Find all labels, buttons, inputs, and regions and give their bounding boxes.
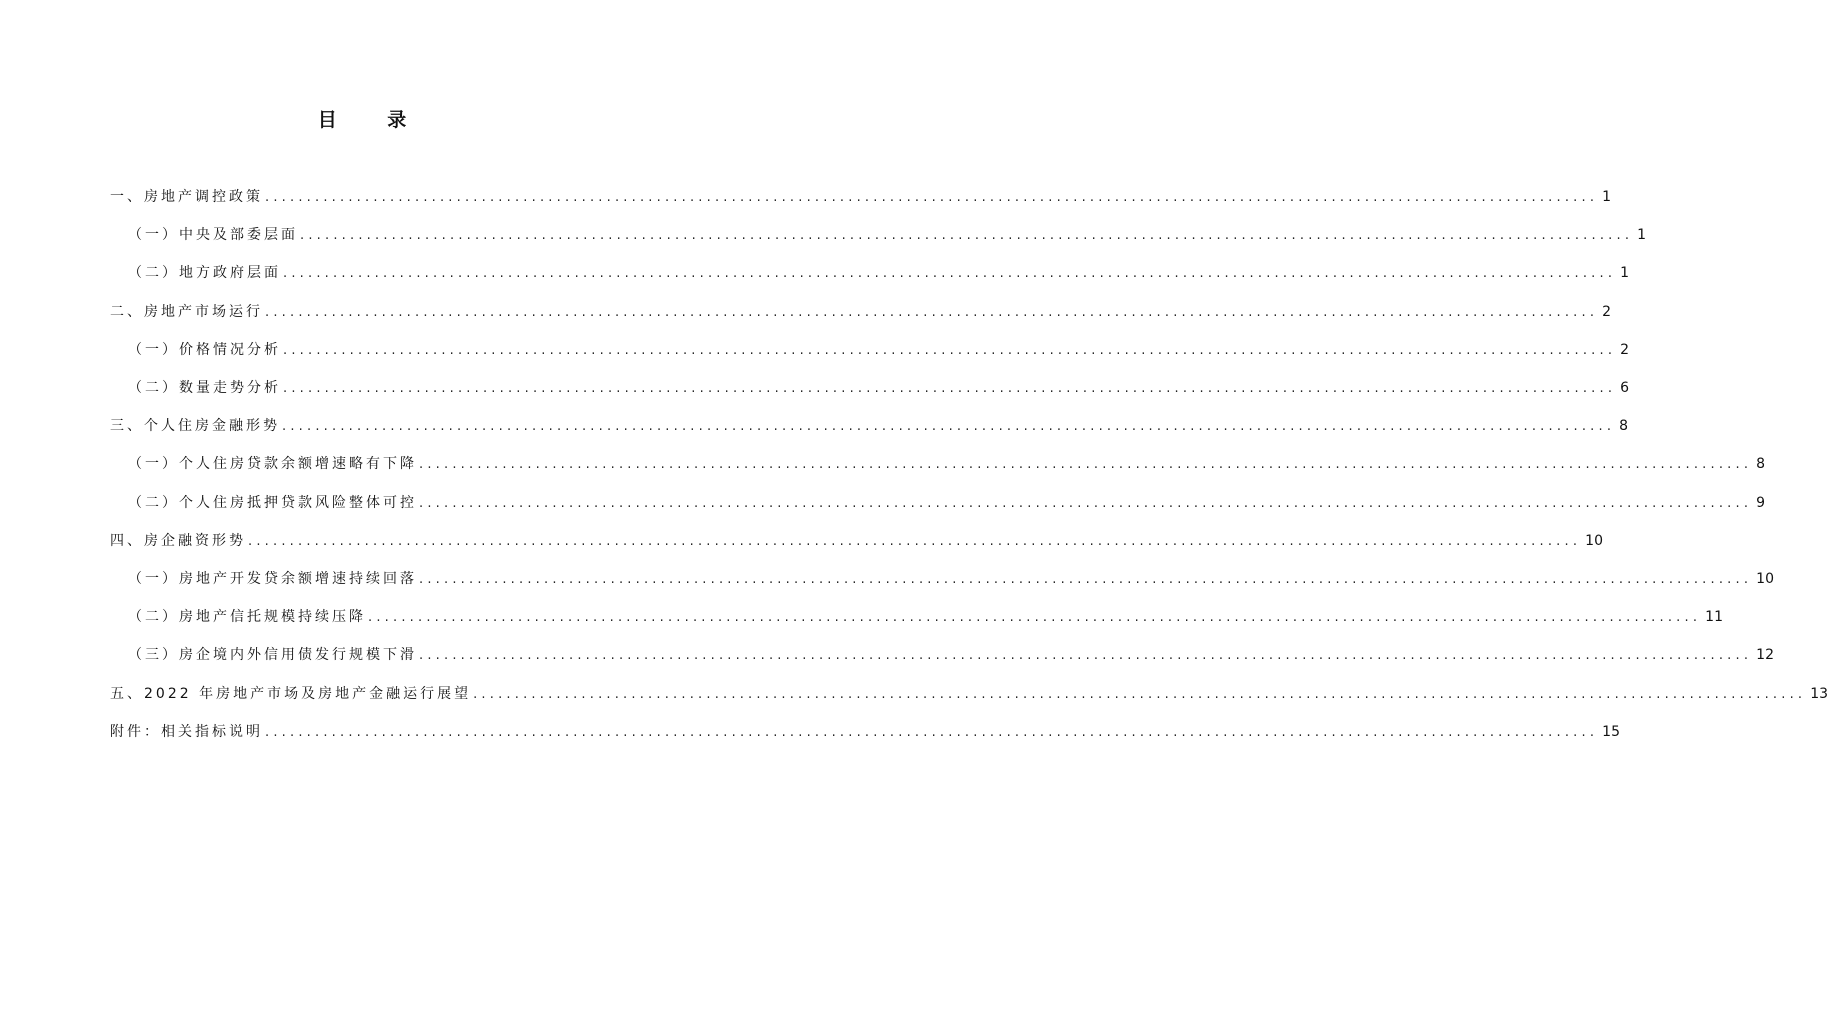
toc-entry-label: （二）地方政府层面 xyxy=(128,265,281,282)
toc-page-number: 6 xyxy=(1620,380,1630,396)
toc-entry-label: （一）中央及部委层面 xyxy=(128,227,298,244)
toc-dot-leader: ................................................................................................................................................................ xyxy=(419,648,1753,664)
toc-page-number: 10 xyxy=(1585,532,1603,549)
toc-page-number: 15 xyxy=(1602,723,1620,740)
toc-dot-leader: ................................................................................................................................................................ xyxy=(419,495,1753,511)
toc-entry-label: （一）房地产开发贷余额增速持续回落 xyxy=(128,571,417,587)
toc-page-number: 1 xyxy=(1602,189,1612,205)
toc-dot-leader: ................................................................................................................................................................ xyxy=(368,610,1702,626)
toc-entry-label: （二）个人住房抵押贷款风险整体可控 xyxy=(128,494,417,511)
toc-entry-label: （一）个人住房贷款余额增速略有下降 xyxy=(128,456,417,473)
toc-entry-label: （三）房企境内外信用债发行规模下滑 xyxy=(128,647,417,664)
toc-page-number: 2 xyxy=(1620,341,1630,358)
toc-entry[interactable] xyxy=(128,568,1774,590)
toc-page-number: 10 xyxy=(1756,571,1774,587)
toc-dot-leader: ................................................................................................................................................................ xyxy=(283,266,1617,282)
toc-entry-label: （二）房地产信托规模持续压降 xyxy=(128,609,366,626)
toc-entry[interactable] xyxy=(110,721,1620,743)
toc-entry-label: 二、房地产市场运行 xyxy=(110,303,263,320)
toc-entry[interactable] xyxy=(128,224,1647,246)
toc-entry[interactable] xyxy=(110,530,1603,552)
toc-page-number: 12 xyxy=(1756,647,1774,664)
toc-title: 目 录 xyxy=(317,109,429,131)
toc-entry[interactable] xyxy=(128,262,1630,284)
toc-entry[interactable] xyxy=(110,301,1612,323)
toc-entry[interactable] xyxy=(110,186,1612,208)
toc-page-number: 1 xyxy=(1637,227,1647,244)
toc-entry-label: （一）价格情况分析 xyxy=(128,341,281,358)
toc-page-number: 1 xyxy=(1620,265,1630,282)
toc-entry[interactable] xyxy=(110,415,1629,437)
toc-dot-leader: ................................................................................................................................................................ xyxy=(265,724,1599,740)
toc-dot-leader: ................................................................................................................................................................ xyxy=(283,342,1617,358)
toc-dot-leader: ................................................................................................................................................................ xyxy=(248,533,1582,549)
toc-dot-leader: ................................................................................................................................................................ xyxy=(283,381,1617,396)
toc-page-number: 9 xyxy=(1756,494,1766,511)
toc-entry[interactable] xyxy=(128,453,1766,475)
toc-entry[interactable] xyxy=(110,683,1828,705)
toc-entry[interactable] xyxy=(128,377,1630,399)
toc-page-number: 2 xyxy=(1602,303,1612,320)
toc-entry[interactable] xyxy=(128,492,1766,514)
toc-page-number: 11 xyxy=(1705,609,1723,626)
toc-entry-label: 一、房地产调控政策 xyxy=(110,189,263,205)
toc-dot-leader: ................................................................................................................................................................ xyxy=(419,457,1753,473)
toc-entry[interactable] xyxy=(128,644,1774,666)
toc-page-number: 8 xyxy=(1756,456,1766,473)
toc-dot-leader: ................................................................................................................................................................ xyxy=(282,419,1616,435)
toc-page-number: 13 xyxy=(1810,685,1828,702)
toc-entry-label: （二）数量走势分析 xyxy=(128,380,281,396)
toc-dot-leader: ................................................................................................................................................................ xyxy=(265,304,1599,320)
toc-dot-leader: ................................................................................................................................................................ xyxy=(300,228,1634,244)
toc-page-number: 8 xyxy=(1619,418,1629,435)
toc-entry-label: 五、2022 年房地产市场及房地产金融运行展望 xyxy=(110,685,472,702)
toc-entry-label: 附件：相关指标说明 xyxy=(110,723,263,740)
toc-dot-leader: ................................................................................................................................................................ xyxy=(419,572,1753,587)
toc-entry[interactable] xyxy=(128,606,1723,628)
toc-entry[interactable] xyxy=(128,339,1630,361)
toc-dot-leader: ................................................................................................................................................................ xyxy=(473,686,1807,702)
toc-dot-leader: ................................................................................................................................................................ xyxy=(265,190,1599,205)
toc-entry-label: 三、个人住房金融形势 xyxy=(110,418,280,435)
toc-entry-label: 四、房企融资形势 xyxy=(110,532,246,549)
